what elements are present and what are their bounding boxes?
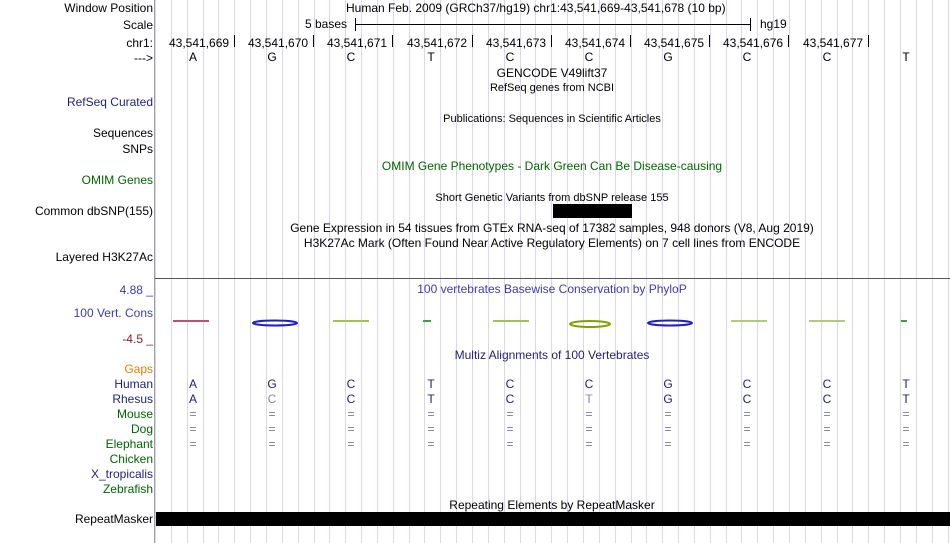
coordinate-tick <box>551 35 552 47</box>
grid-line <box>361 0 362 543</box>
grid-line <box>646 0 647 543</box>
scale-db: hg19 <box>760 17 787 31</box>
alignment-base: = <box>902 437 910 451</box>
alignment-base: C <box>742 377 752 391</box>
alignment-base: = <box>268 407 276 421</box>
alignment-base: = <box>347 407 355 421</box>
grid-line <box>314 0 315 543</box>
window-position-label: Window Position <box>64 1 153 15</box>
coordinate-tick <box>472 35 473 47</box>
base-letter: A <box>188 50 197 64</box>
alignment-base: = <box>189 422 197 436</box>
base-letter: G <box>267 50 277 64</box>
coordinate-label: 43,541,671 <box>327 36 388 50</box>
cons-bar-6 <box>570 321 610 327</box>
window-position-value[interactable]: Human Feb. 2009 (GRCh37/hg19) chr1:43,541,669-43,541,678 (10 bp) <box>346 1 726 15</box>
alignment-base: = <box>743 422 751 436</box>
grid-line <box>345 0 346 543</box>
alignment-base: = <box>347 422 355 436</box>
repeat-track-label[interactable]: RepeatMasker <box>74 512 153 526</box>
cons-bar-7 <box>648 321 692 326</box>
alignment-base: = <box>347 437 355 451</box>
grid-line <box>773 0 774 543</box>
alignment-base: C <box>822 377 832 391</box>
cons-bar-2 <box>253 321 297 326</box>
base-letter: T <box>902 50 910 64</box>
alignment-base: G <box>663 377 673 391</box>
grid-line <box>852 0 853 543</box>
alignment-base: = <box>902 422 910 436</box>
h3k27-track-title: H3K27Ac Mark (Often Found Near Active Regulatory Elements) on 7 cell lines from ENCODE <box>303 236 801 250</box>
refseq-track-label[interactable]: RefSeq Curated <box>66 95 153 109</box>
alignment-base: T <box>902 392 910 406</box>
multiz-track-title: Multiz Alignments of 100 Vertebrates <box>454 348 650 362</box>
coordinate-label: 43,541,677 <box>803 36 864 50</box>
grid-line <box>203 0 204 543</box>
grid-line <box>662 0 663 543</box>
alignment-base: C <box>346 392 356 406</box>
cons-min-label: -4.5 _ <box>122 332 153 346</box>
alignment-base: C <box>346 377 356 391</box>
alignment-base: = <box>743 407 751 421</box>
label-divider <box>154 0 155 543</box>
grid-line <box>710 0 711 543</box>
alignment-base: = <box>585 407 593 421</box>
alignment-base: C <box>267 392 277 406</box>
grid-line <box>694 0 695 543</box>
alignment-base: = <box>664 422 672 436</box>
coordinate-label: 43,541,672 <box>407 36 468 50</box>
grid-line <box>805 0 806 543</box>
alignment-base: G <box>267 377 277 391</box>
alignment-base: T <box>427 377 435 391</box>
alignment-base: A <box>188 392 197 406</box>
grid-line <box>741 0 742 543</box>
grid-line <box>282 0 283 543</box>
species-label[interactable]: Rhesus <box>112 392 153 406</box>
base-letter: C <box>742 50 752 64</box>
grid-line <box>377 0 378 543</box>
alignment-base: = <box>506 407 514 421</box>
alignment-base: C <box>505 392 515 406</box>
grid-line <box>615 0 616 543</box>
species-label[interactable]: X_tropicalis <box>90 467 153 481</box>
dbsnp-track-title: Short Genetic Variants from dbSNP release 155 <box>435 192 669 204</box>
grid-line <box>424 0 425 543</box>
alignment-base: = <box>268 422 276 436</box>
base-letter: C <box>584 50 594 64</box>
coordinate-tick <box>630 35 631 47</box>
coordinate-tick <box>868 35 869 47</box>
species-label[interactable]: Human <box>114 377 153 391</box>
grid-line <box>329 0 330 543</box>
coordinate-tick <box>313 35 314 47</box>
species-label[interactable]: Gaps <box>124 362 153 376</box>
alignment-base: = <box>506 422 514 436</box>
alignment-base: T <box>585 392 593 406</box>
dbsnp-track-label[interactable]: Common dbSNP(155) <box>34 204 153 218</box>
coordinate-label: 43,541,674 <box>565 36 626 50</box>
alignment-base: = <box>664 437 672 451</box>
alignment-base: = <box>823 407 831 421</box>
base-letter: C <box>346 50 356 64</box>
coordinate-label: 43,541,673 <box>486 36 547 50</box>
base-letter: C <box>822 50 832 64</box>
conservation-wiggle[interactable] <box>155 314 950 330</box>
alignment-base: = <box>427 407 435 421</box>
alignment-base: = <box>427 422 435 436</box>
grid-line <box>393 0 394 543</box>
species-label[interactable]: Mouse <box>116 407 153 421</box>
sequences-track-label[interactable]: Sequences <box>92 126 153 140</box>
cons-bar-1 <box>173 320 209 322</box>
scale-value: 5 bases <box>305 17 348 31</box>
alignment-base: = <box>189 437 197 451</box>
alignment-base: = <box>743 437 751 451</box>
coordinate-tick <box>709 35 710 47</box>
repeat-track-title: Repeating Elements by RepeatMasker <box>449 498 655 512</box>
base-letter: T <box>427 50 435 64</box>
cons-track-label[interactable]: 100 Vert. Cons <box>73 306 153 320</box>
grid-line <box>234 0 235 543</box>
cons-bar-5 <box>493 320 529 322</box>
grid-line <box>757 0 758 543</box>
scale-bar-right-tick <box>750 18 751 31</box>
grid-line <box>155 0 156 543</box>
coordinate-label: 43,541,675 <box>644 36 705 50</box>
repeat-element-block[interactable] <box>156 512 950 526</box>
cons-bar-9 <box>809 320 845 322</box>
species-label[interactable]: Dog <box>130 422 153 436</box>
alignment-base: C <box>584 377 594 391</box>
grid-line <box>409 0 410 543</box>
grid-line <box>250 0 251 543</box>
grid-line <box>821 0 822 543</box>
grid-line <box>472 0 473 543</box>
alignment-base: C <box>742 392 752 406</box>
scale-label: Scale <box>122 18 153 32</box>
cons-bar-3 <box>333 320 369 322</box>
grid-line <box>789 0 790 543</box>
cons-bar-10 <box>901 320 907 322</box>
grid-line <box>456 0 457 543</box>
coordinate-tick <box>234 35 235 47</box>
alignment-base: = <box>664 407 672 421</box>
cons-bar-4 <box>423 320 431 322</box>
alignment-base: = <box>268 437 276 451</box>
grid-line <box>488 0 489 543</box>
alignment-base: = <box>585 437 593 451</box>
grid-line <box>884 0 885 543</box>
alignment-base: A <box>188 377 197 391</box>
cons-max-label: 4.88 _ <box>119 283 153 297</box>
grid-line <box>440 0 441 543</box>
alignment-base: C <box>822 392 832 406</box>
scale-bar <box>355 24 750 25</box>
base-letter: C <box>505 50 515 64</box>
grid-line <box>726 0 727 543</box>
alignment-base: G <box>663 392 673 406</box>
alignment-base: C <box>505 377 515 391</box>
dbsnp-variant-block[interactable] <box>553 204 632 218</box>
grid-line <box>932 0 933 543</box>
grid-line <box>948 0 949 543</box>
alignment-base: = <box>902 407 910 421</box>
gencode-track-title: GENCODE V49lift37 <box>496 66 608 80</box>
grid-line <box>218 0 219 543</box>
alignment-base: = <box>823 437 831 451</box>
grid-line <box>171 0 172 543</box>
alignment-base: = <box>506 437 514 451</box>
cons-bar-8 <box>731 320 767 322</box>
base-letter: G <box>663 50 673 64</box>
species-label[interactable]: Zebrafish <box>102 482 153 496</box>
snps-track-label[interactable]: SNPs <box>122 142 153 156</box>
publications-track-title: Publications: Sequences in Scientific Articles <box>443 113 661 125</box>
alignment-base: = <box>189 407 197 421</box>
cons-track-title: 100 vertebrates Basewise Conservation by PhyloP <box>417 282 687 296</box>
grid-line <box>298 0 299 543</box>
alignment-base: = <box>823 422 831 436</box>
gtex-track-title: Gene Expression in 54 tissues from GTEx RNA-seq of 17382 samples, 948 donors (V8, Aug 2019) <box>290 221 814 235</box>
alignment-base: T <box>902 377 910 391</box>
grid-line <box>900 0 901 543</box>
omim-track-title: OMIM Gene Phenotypes - Dark Green Can Be Disease-causing <box>381 159 723 173</box>
species-label[interactable]: Chicken <box>109 452 153 466</box>
species-label[interactable]: Elephant <box>105 437 153 451</box>
coordinate-label: 43,541,669 <box>169 36 230 50</box>
grid-line <box>266 0 267 543</box>
strand-label: ---> <box>134 51 153 65</box>
grid-line <box>187 0 188 543</box>
grid-line <box>868 0 869 543</box>
coordinate-tick <box>788 35 789 47</box>
coordinate-label: 43,541,676 <box>723 36 784 50</box>
coordinate-label: 43,541,670 <box>248 36 309 50</box>
alignment-base: = <box>585 422 593 436</box>
grid-line <box>916 0 917 543</box>
grid-line <box>678 0 679 543</box>
scale-bar-left-tick <box>355 18 356 31</box>
refseq-track-subtitle: RefSeq genes from NCBI <box>489 82 615 94</box>
grid-line <box>837 0 838 543</box>
omim-track-label[interactable]: OMIM Genes <box>81 173 153 187</box>
alignment-base: T <box>427 392 435 406</box>
chrom-label: chr1: <box>126 36 153 50</box>
alignment-base: = <box>427 437 435 451</box>
section-divider <box>155 278 950 279</box>
grid-line <box>631 0 632 543</box>
h3k27-track-label[interactable]: Layered H3K27Ac <box>55 250 153 264</box>
coordinate-tick <box>392 35 393 47</box>
